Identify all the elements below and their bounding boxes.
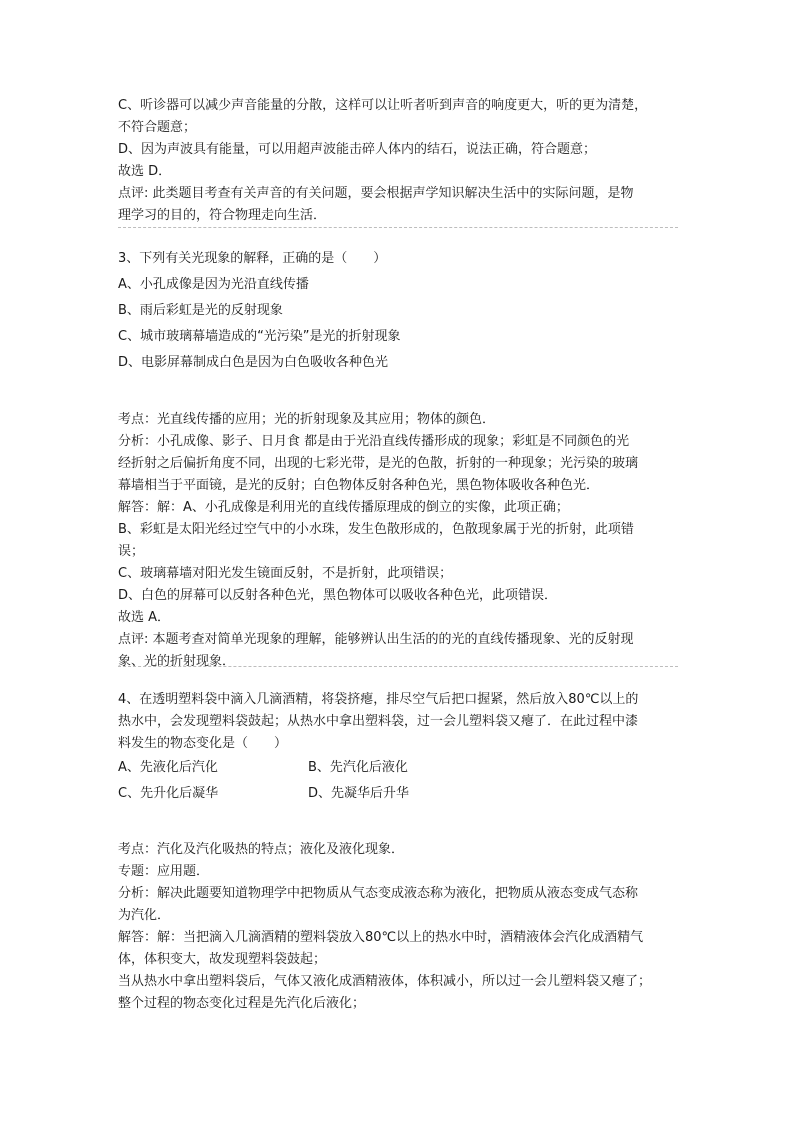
text-line: D、因为声波具有能量，可以用超声波能击碎人体内的结石，说法正确，符合题意； [118, 142, 597, 157]
text-line: 故选 A． [118, 610, 171, 625]
question-3 [118, 246, 678, 376]
option-b: B、雨后彩虹是光的反射现象 [118, 303, 283, 318]
divider [118, 666, 678, 667]
option-a: A、小孔成像是因为光沿直线传播 [118, 277, 309, 292]
text-line: 专题：应用题． [118, 864, 210, 879]
text-line: 经折射之后偏折角度不同，出现的七彩光带，是光的色散，折射的一种现象；光污染的玻璃 [118, 456, 639, 471]
question-stem-line: 热水中，会发现塑料袋鼓起；从热水中拿出塑料袋，过一会儿塑料袋又瘪了．在此过程中漆 [118, 714, 639, 729]
question-4 [118, 689, 678, 755]
text-line: 分析：解决此题要知道物理学中把物质从气态变成液态称为液化，把物质从液态变成气态称 [118, 886, 639, 901]
question-3-analysis [118, 409, 678, 673]
option-c: C、先升化后凝华 [118, 786, 219, 801]
option-d: D、先凝华后升华 [308, 786, 410, 801]
text-line: 故选 D． [118, 164, 172, 179]
option-b: B、先汽化后液化 [308, 760, 408, 775]
text-line: 理学习的目的，符合物理走向生活． [118, 208, 327, 223]
divider [118, 227, 678, 228]
question-stem-line: 料发生的物态变化是（ ） [118, 736, 288, 751]
options-row [118, 755, 678, 781]
text-line: 考点：光直线传播的应用；光的折射现象及其应用；物体的颜色． [118, 412, 496, 427]
text-line: 解答：解：A、小孔成像是利用光的直线传播原理成的倒立的实像，此项正确； [118, 500, 569, 515]
text-line: C、玻璃幕墙对阳光发生镜面反射，不是折射，此项错误； [118, 566, 453, 581]
options-row [118, 781, 678, 807]
text-line: 误； [118, 544, 145, 559]
text-line: 考点：汽化及汽化吸热的特点；液化及液化现象． [118, 842, 405, 857]
option-d: D、电影屏幕制成白色是因为白色吸收各种色光 [118, 355, 389, 370]
text-line: 点评: 此类题目考查有关声音的有关问题，要会根据声学知识解决生活中的实际问题，是物 [118, 186, 634, 201]
text-line: 当从热水中拿出塑料袋后，气体又液化成酒精液体，体积减小，所以过一会儿塑料袋又瘪了； [118, 974, 652, 989]
text-line: 不符合题意； [118, 120, 197, 135]
text-line: D、白色的屏幕可以反射各种色光，黑色物体可以吸收各种色光，此项错误． [118, 588, 558, 603]
text-line: 为汽化． [118, 908, 171, 923]
option-a: A、先液化后汽化 [118, 760, 218, 775]
text-line: 整个过程的物态变化过程是先汽化后液化； [118, 996, 366, 1011]
text-line: 分析：小孔成像、影子、日月食 都是由于光沿直线传播形成的现象；彩虹是不同颜色的光 [118, 434, 630, 449]
text-line: B、彩虹是太阳光经过空气中的小水珠，发生色散形成的，色散现象属于光的折射，此项错 [118, 522, 634, 537]
question-4-analysis [118, 839, 678, 1015]
option-c: C、城市玻璃幕墙造成的“光污染”是光的折射现象 [118, 329, 401, 344]
text-line: 体，体积变大，故发现塑料袋鼓起； [118, 952, 327, 967]
text-line: C、听诊器可以减少声音能量的分散，这样可以让听者听到声音的响度更大，听的更为清楚， [118, 98, 648, 113]
question-stem: 3、下列有关光现象的解释，正确的是（ ） [118, 251, 387, 266]
text-line: 象、光的折射现象． [118, 654, 236, 669]
text-line: 解答：解：当把滴入几滴酒精的塑料袋放入80℃以上的热水中时，酒精液体会汽化成酒精气 [118, 930, 644, 945]
question-stem-line: 4、在透明塑料袋中滴入几滴酒精，将袋挤瘪，排尽空气后把口握紧，然后放入80℃以上的 [118, 692, 639, 707]
text-line: 点评: 本题考查对简单光现象的理解，能够辨认出生活的的光的直线传播现象、光的反射现 [118, 632, 634, 647]
text-line: 幕墙相当于平面镜，是光的反射；白色物体反射各种色光，黑色物体吸收各种色光． [118, 478, 600, 493]
question-4-options [118, 755, 678, 807]
prev-question-solution [118, 95, 678, 227]
